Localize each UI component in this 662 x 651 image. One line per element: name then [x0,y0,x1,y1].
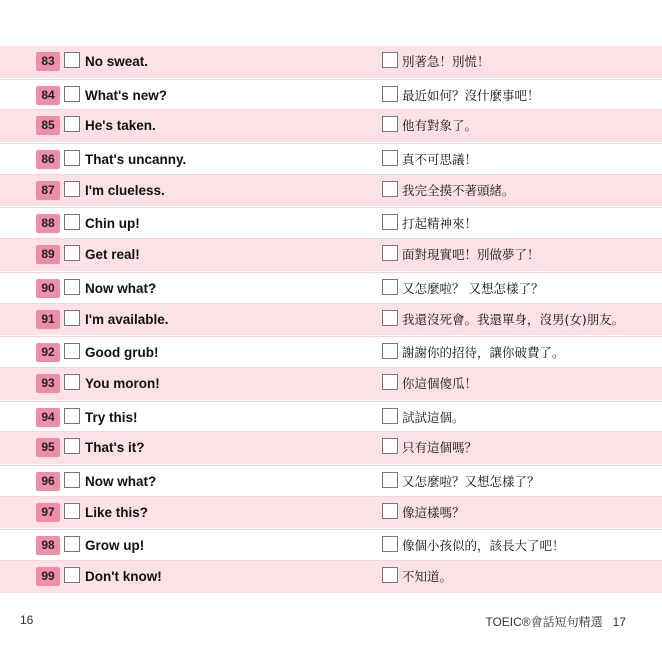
chinese-checkbox[interactable] [382,245,398,261]
phrase-number: 91 [36,310,60,329]
english-phrase: Good grub! [85,345,159,361]
english-phrase: Don't know! [85,569,162,584]
table-row [0,175,662,208]
chinese-translation: 別著急！別慌！ [402,54,490,69]
chinese-checkbox[interactable] [382,86,398,102]
english-phrase: Now what? [85,280,157,296]
chinese-checkbox[interactable] [382,472,398,488]
english-checkbox[interactable] [64,116,80,132]
english-phrase: I'm available. [85,311,169,327]
english-checkbox[interactable] [64,536,80,552]
chinese-translation: 謝謝你的招待，讓你破費了。 [402,345,565,361]
english-checkbox[interactable] [64,472,80,488]
page-footer-right [485,613,626,630]
phrase-number: 93 [36,374,60,393]
english-phrase: Grow up! [85,538,145,554]
english-checkbox[interactable] [64,150,80,166]
english-checkbox[interactable] [64,86,80,102]
table-row [0,336,662,368]
english-checkbox[interactable] [64,503,80,519]
book-title: TOEIC®會話短句精選 [485,615,603,629]
chinese-checkbox[interactable] [382,116,398,132]
table-row [0,465,662,497]
english-checkbox[interactable] [64,438,80,454]
english-checkbox[interactable] [64,567,80,583]
english-checkbox[interactable] [64,279,80,295]
phrase-number: 88 [36,214,60,233]
chinese-checkbox[interactable] [382,374,398,390]
english-checkbox[interactable] [64,408,80,424]
chinese-checkbox[interactable] [382,343,398,359]
chinese-translation: 他有對象了。 [402,118,478,134]
phrase-number: 83 [36,52,60,71]
english-phrase: That's uncanny. [85,152,187,168]
table-row [0,304,662,337]
chinese-checkbox[interactable] [382,408,398,424]
chinese-translation: 我還沒死會。我還單身，沒男(女)朋友。 [402,311,625,327]
chinese-checkbox[interactable] [382,279,398,295]
left-page-number: 16 [20,613,34,627]
english-phrase: I'm clueless. [85,182,165,198]
phrase-number: 95 [36,438,60,457]
phrase-number: 85 [36,116,60,135]
table-row [0,79,662,111]
chinese-translation: 像這樣嗎？ [402,504,465,520]
chinese-translation: 試試這個。 [402,409,465,425]
phrase-number: 86 [36,150,60,169]
english-checkbox[interactable] [64,374,80,390]
phrase-number: 98 [36,536,60,555]
phrase-number: 89 [36,245,60,264]
english-phrase: You moron! [85,375,160,391]
chinese-checkbox[interactable] [382,438,398,454]
table-row [0,239,662,272]
english-phrase: That's it? [85,440,145,456]
phrase-number: 92 [36,343,60,362]
chinese-translation: 面對現實吧！別做夢了！ [402,247,540,263]
chinese-checkbox[interactable] [382,567,398,583]
chinese-translation: 真不可思議！ [402,152,478,168]
english-checkbox[interactable] [64,310,80,326]
english-checkbox[interactable] [64,245,80,261]
table-row [0,46,662,79]
phrase-number: 97 [36,503,60,522]
english-phrase: Like this? [85,504,149,520]
chinese-translation: 又怎麼啦？ 又想怎樣了？ [402,280,544,296]
phrase-number: 84 [36,86,60,105]
chinese-checkbox[interactable] [382,150,398,166]
chinese-translation: 又怎麼啦？又想怎樣了？ [402,473,540,489]
chinese-checkbox[interactable] [382,310,398,326]
phrase-table [0,46,662,594]
table-row [0,143,662,175]
english-checkbox[interactable] [64,343,80,359]
english-checkbox[interactable] [64,181,80,197]
english-phrase: He's taken. [85,118,156,134]
english-phrase: What's new? [85,87,167,103]
english-phrase: Try this! [85,409,138,425]
right-page-number: 17 [612,615,626,629]
chinese-translation: 不知道。 [402,569,453,584]
table-row [0,272,662,304]
chinese-checkbox[interactable] [382,536,398,552]
english-checkbox[interactable] [64,214,80,230]
table-row [0,497,662,530]
table-row [0,110,662,143]
table-row [0,401,662,433]
table-row [0,529,662,561]
chinese-translation: 最近如何？沒什麼事吧！ [402,87,540,103]
table-row [0,368,662,401]
phrase-number: 87 [36,181,60,200]
chinese-checkbox[interactable] [382,214,398,230]
table-row [0,432,662,465]
chinese-checkbox[interactable] [382,181,398,197]
chinese-translation: 我完全摸不著頭緒。 [402,182,515,198]
chinese-translation: 打起精神來！ [402,216,478,232]
table-row [0,207,662,239]
chinese-translation: 像個小孩似的，該長大了吧！ [402,538,565,554]
chinese-translation: 只有這個嗎？ [402,440,478,456]
chinese-checkbox[interactable] [382,52,398,68]
chinese-checkbox[interactable] [382,503,398,519]
english-phrase: Chin up! [85,216,140,232]
phrase-number: 90 [36,279,60,298]
phrase-number: 96 [36,472,60,491]
table-row [0,561,662,594]
english-phrase: No sweat. [85,54,149,69]
english-checkbox[interactable] [64,52,80,68]
english-phrase: Get real! [85,247,140,263]
phrase-number: 99 [36,567,60,586]
english-phrase: Now what? [85,473,157,489]
chinese-translation: 你這個傻瓜！ [402,375,478,391]
phrase-number: 94 [36,408,60,427]
